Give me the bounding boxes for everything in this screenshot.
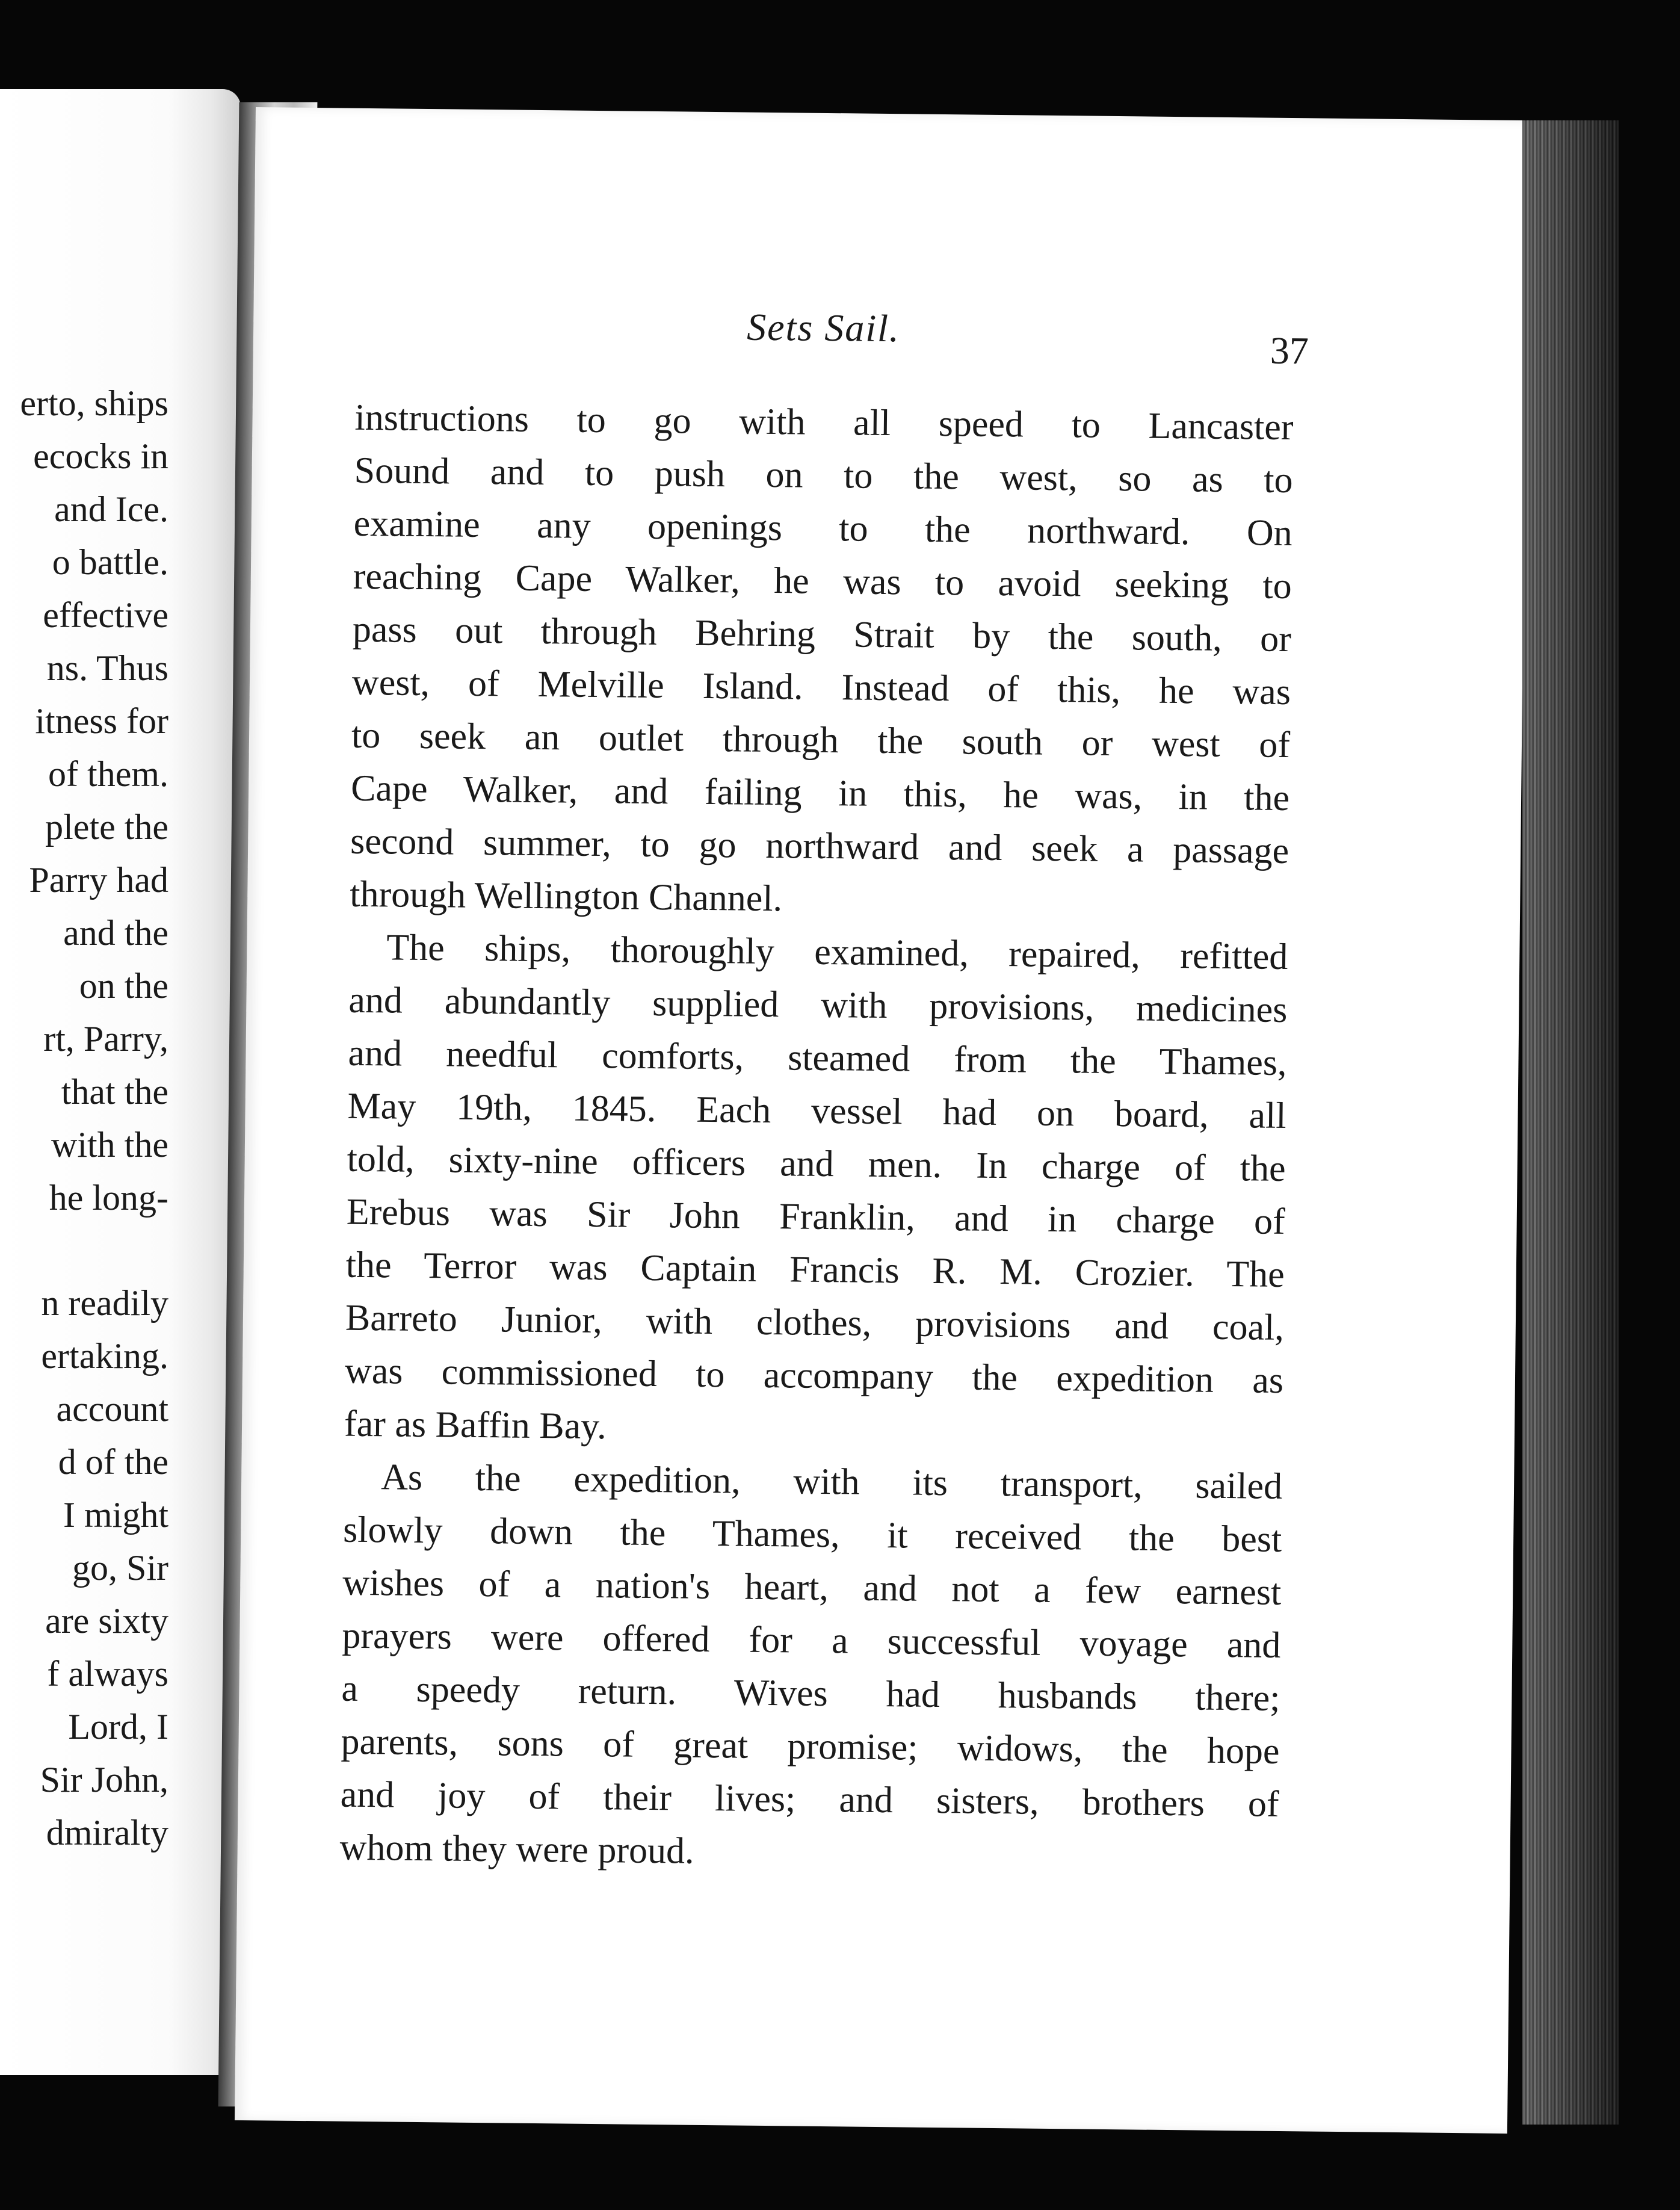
page-number: 37 xyxy=(1270,329,1309,373)
facing-page-line: itness for xyxy=(35,701,168,741)
text-line: through Wellington Channel. xyxy=(349,873,783,920)
facing-page-line: Parry had xyxy=(29,860,168,900)
text-line: and abundantly supplied with provisions, medicines xyxy=(348,979,1288,1031)
text-line: Cape Walker, and failing in this, he was, in the xyxy=(350,767,1290,819)
text-line: was commissioned to accompany the expedition as xyxy=(344,1350,1284,1401)
text-line: instructions to go with all speed to Lancaster xyxy=(354,397,1294,448)
facing-page-line: ns. Thus xyxy=(46,648,168,688)
text-line: whom they were proud. xyxy=(339,1827,694,1872)
facing-page-line: Lord, I xyxy=(68,1707,168,1747)
facing-page-line: ecocks in xyxy=(33,436,168,476)
facing-page-line: plete the xyxy=(45,807,168,847)
text-line: wishes of a nation's heart, and not a few earnest xyxy=(342,1562,1282,1613)
facing-page-left xyxy=(0,89,241,2075)
running-head: Sets Sail. xyxy=(746,305,901,350)
facing-page-line: dmiralty xyxy=(46,1813,168,1852)
text-line: The ships, thoroughly examined, repaired, refitted xyxy=(386,927,1288,978)
text-line: west, of Melville Island. Instead of this, he was xyxy=(351,661,1291,713)
facing-page-line: go, Sir xyxy=(72,1548,168,1588)
fore-edge-shadow xyxy=(1522,120,1619,2125)
text-line: a speedy return. Wives had husbands there; xyxy=(341,1668,1280,1719)
text-line: told, sixty-nine officers and men. In charge of the xyxy=(347,1138,1286,1190)
text-line: May 19th, 1845. Each vessel had on board, all xyxy=(347,1085,1286,1137)
text-line: examine any openings to the northward. On xyxy=(353,503,1293,554)
text-line: pass out through Behring Strait by the south, or xyxy=(352,608,1292,660)
facing-page-line: ertaking. xyxy=(41,1336,168,1376)
text-line: reaching Cape Walker, he was to avoid seeking to xyxy=(353,556,1292,607)
facing-page-line: erto, ships xyxy=(20,383,168,423)
facing-page-line: of them. xyxy=(48,754,168,794)
facing-page-line: he long- xyxy=(49,1178,168,1218)
facing-page-line: o battle. xyxy=(52,542,168,582)
facing-page-line: and Ice. xyxy=(54,489,168,529)
facing-page-line: effective xyxy=(43,595,168,635)
facing-page-line: that the xyxy=(61,1072,168,1112)
facing-page-line: I might xyxy=(63,1495,168,1535)
facing-page-line: with the xyxy=(51,1125,168,1165)
body-text xyxy=(339,391,1294,1884)
facing-page-line: f always xyxy=(47,1654,168,1694)
text-line: Erebus was Sir John Franklin, and in charge of xyxy=(346,1191,1286,1243)
text-line: and needful comforts, steamed from the Thames, xyxy=(348,1032,1287,1084)
text-line: prayers were offered for a successful voyage and xyxy=(342,1615,1281,1666)
text-line: parents, sons of great promise; widows, the hope xyxy=(341,1721,1280,1772)
text-line: the Terror was Captain Francis R. M. Crozier. The xyxy=(345,1244,1285,1296)
text-line: and joy of their lives; and sisters, brothers of xyxy=(340,1774,1279,1825)
facing-page-line: rt, Parry, xyxy=(43,1019,168,1059)
facing-page-line: n readily xyxy=(41,1283,168,1323)
facing-page-line: d of the xyxy=(58,1442,168,1482)
facing-page-line: and the xyxy=(63,913,168,953)
text-line: far as Baffin Bay. xyxy=(344,1403,607,1447)
facing-page-line: are sixty xyxy=(45,1601,168,1641)
text-line: to seek an outlet through the south or west of xyxy=(351,714,1291,766)
facing-page-line: on the xyxy=(79,966,168,1006)
text-line: Barreto Junior, with clothes, provisions and coal, xyxy=(345,1297,1285,1349)
text-line: second summer, to go northward and seek a passage xyxy=(350,820,1289,872)
text-line: Sound and to push on to the west, so as to xyxy=(354,450,1293,501)
text-line: slowly down the Thames, it received the best xyxy=(342,1509,1282,1560)
page-right xyxy=(235,107,1528,2134)
text-line: As the expedition, with its transport, sailed xyxy=(380,1456,1283,1507)
facing-page-line: account xyxy=(56,1389,168,1429)
facing-page-line: Sir John, xyxy=(40,1760,168,1800)
